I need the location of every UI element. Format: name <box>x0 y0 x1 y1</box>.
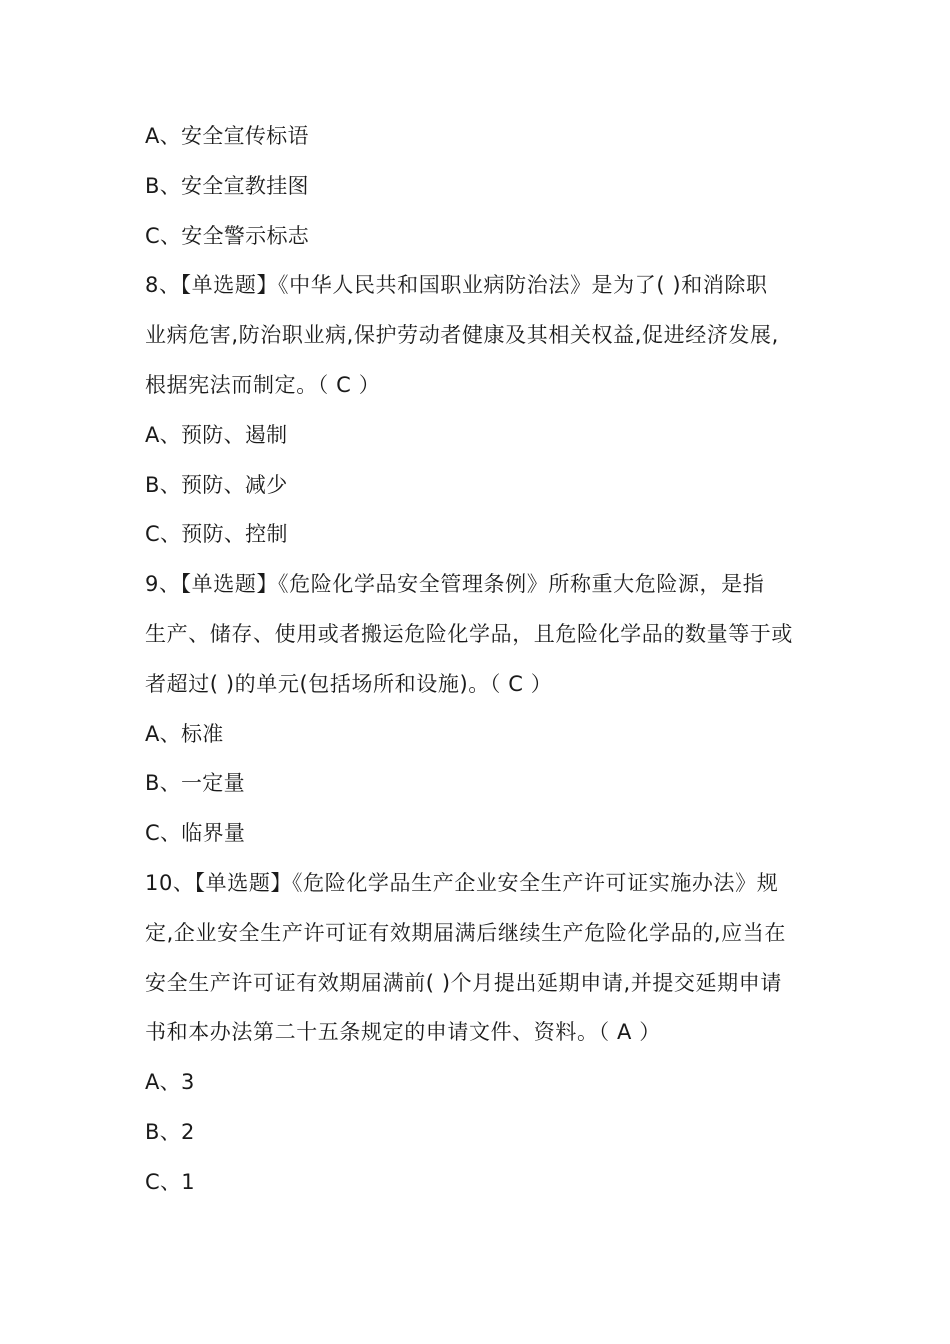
option-b: B、预防、减少 <box>145 472 288 497</box>
option-b: B、安全宣教挂图 <box>145 173 309 198</box>
question-text-line: 根据宪法而制定。（ C ） <box>145 372 381 397</box>
option-a: A、预防、遏制 <box>145 422 288 447</box>
question-text-line: 10、【单选题】《危险化学品生产企业安全生产许可证实施办法》规 <box>145 870 779 895</box>
option-a: A、安全宣传标语 <box>145 124 309 148</box>
question-10 <box>145 859 815 1208</box>
question-text-line: 者超过( )的单元(包括场所和设施)。（ C ） <box>145 671 553 696</box>
question-text-line: 9、【单选题】《危险化学品安全管理条例》所称重大危险源，是指 <box>145 572 765 597</box>
option-b: B、一定量 <box>145 771 245 796</box>
question-9 <box>145 560 815 859</box>
question-text-line: 定,企业安全生产许可证有效期届满后继续生产危险化学品的,应当在 <box>145 920 786 945</box>
option-c: C、安全警示标志 <box>145 223 310 248</box>
option-c: C、临界量 <box>145 821 246 846</box>
question-text-line: 书和本办法第二十五条规定的申请文件、资料。（ A ） <box>145 1020 661 1045</box>
option-c: C、预防、控制 <box>145 522 288 547</box>
question-8 <box>145 261 815 560</box>
leading-options <box>145 112 815 261</box>
question-text-line: 业病危害,防治职业病,保护劳动者健康及其相关权益,促进经济发展, <box>145 323 779 348</box>
question-text-line: 生产、储存、使用或者搬运危险化学品，且危险化学品的数量等于或 <box>145 621 793 646</box>
option-a: A、3 <box>145 1070 195 1095</box>
option-b: B、2 <box>145 1119 195 1144</box>
option-c: C、1 <box>145 1169 195 1194</box>
document-body <box>145 112 815 1208</box>
question-text-line: 安全生产许可证有效期届满前( )个月提出延期申请,并提交延期申请 <box>145 970 782 995</box>
option-a: A、标准 <box>145 721 224 746</box>
question-text-line: 8、【单选题】《中华人民共和国职业病防治法》是为了( )和消除职 <box>145 273 768 298</box>
